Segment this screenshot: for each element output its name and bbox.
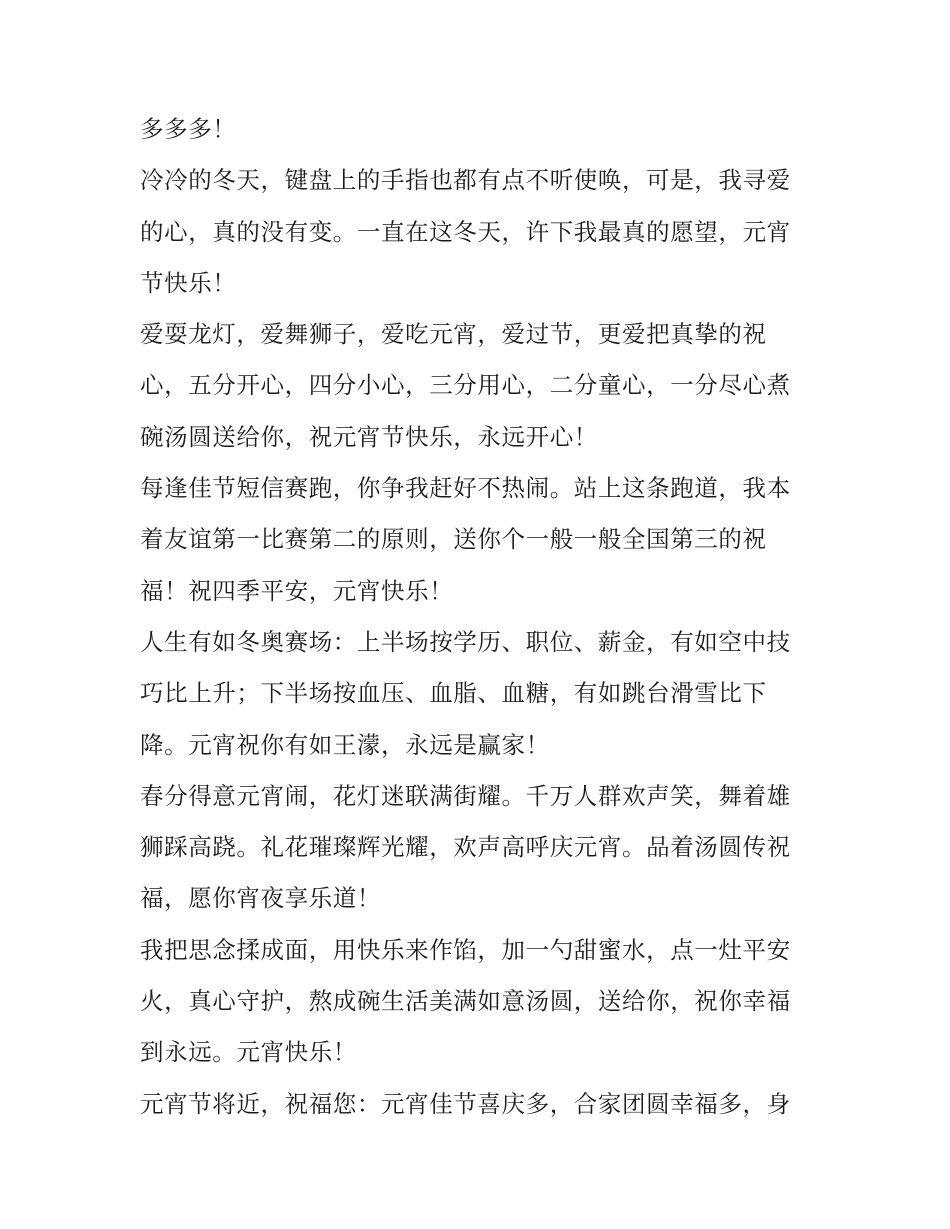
text-line: 巧比上升；下半场按血压、血脂、血糖，有如跳台滑雪比下	[140, 679, 767, 708]
text-line: 着友谊第一比赛第二的原则，送你个一般一般全国第三的祝	[140, 525, 767, 554]
text-line: 福！祝四季平安，元宵快乐！	[140, 576, 454, 605]
text-line: 的心，真的没有变。一直在这冬天，许下我最真的愿望，元宵	[140, 217, 791, 246]
text-line: 我把思念揉成面，用快乐来作馅，加一勺甜蜜水，点一灶平安	[140, 935, 791, 964]
text-line: 爱耍龙灯，爱舞狮子，爱吃元宵，爱过节，更爱把真挚的祝	[140, 320, 767, 349]
text-line: 人生有如冬奥赛场：上半场按学历、职位、薪金，有如空中技	[140, 627, 791, 656]
text-line: 火，真心守护，熬成碗生活美满如意汤圆，送给你，祝你幸福	[140, 987, 791, 1016]
text-line: 心，五分开心，四分小心，三分用心，二分童心，一分尽心煮	[140, 371, 791, 400]
text-line: 每逢佳节短信赛跑，你争我赶好不热闹。站上这条跑道，我本	[140, 474, 791, 503]
text-line: 福，愿你宵夜享乐道！	[140, 884, 381, 913]
text-line: 元宵节将近，祝福您：元宵佳节喜庆多，合家团圆幸福多，身	[140, 1089, 791, 1118]
document-body	[140, 104, 820, 1130]
text-line: 碗汤圆送给你，祝元宵节快乐，永远开心！	[140, 422, 598, 451]
text-line: 冷冷的冬天，键盘上的手指也都有点不听使唤，可是，我寻爱	[140, 166, 791, 195]
text-line: 多多多！	[140, 115, 237, 143]
text-line: 到永远。元宵快乐！	[140, 1038, 357, 1067]
text-line: 春分得意元宵闹，花灯迷联满街耀。千万人群欢声笑，舞着雄	[140, 781, 791, 810]
text-line: 节快乐！	[140, 268, 237, 297]
text-line: 降。元宵祝你有如王濛，永远是赢家！	[140, 730, 550, 759]
text-line: 狮踩高跷。礼花璀璨辉光耀，欢声高呼庆元宵。品着汤圆传祝	[140, 833, 791, 862]
